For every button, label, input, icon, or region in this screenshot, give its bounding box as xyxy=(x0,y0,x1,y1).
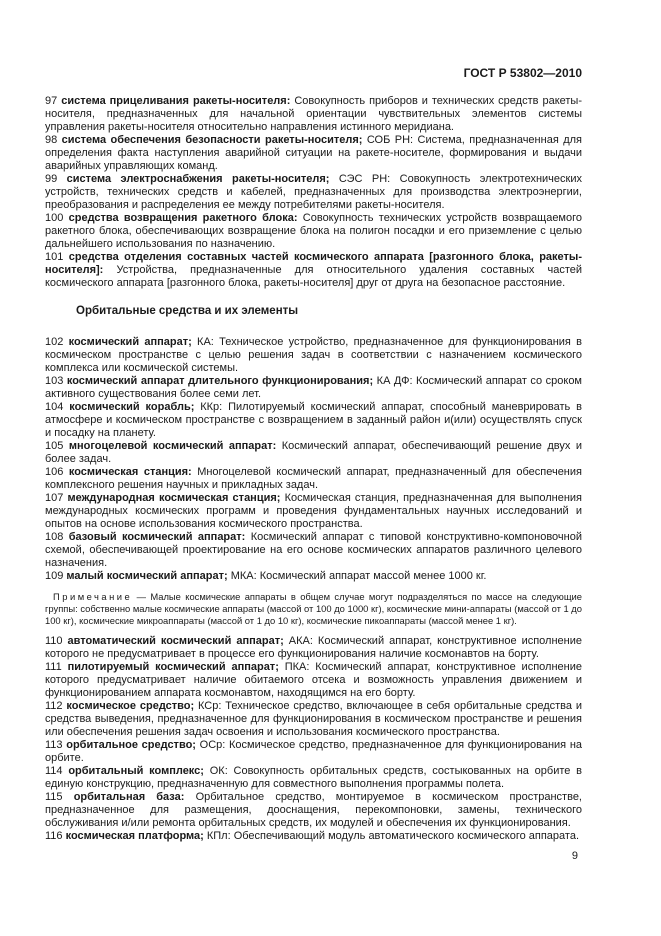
entry-number: 100 xyxy=(45,212,69,224)
entry-number: 116 xyxy=(45,830,66,843)
entry-definition: Космическая станция, предназначенная для выполнения международных космических программ и проведения фундаментальных научных исследований и опытов на основе использования космического пространства. xyxy=(45,492,582,530)
entry-term: космическая платформа; xyxy=(65,830,207,843)
term-entry-103 xyxy=(45,375,582,401)
note-block xyxy=(45,591,582,626)
entry-definition: КПл: Обеспечивающий модуль автоматического космического аппарата. xyxy=(206,830,580,843)
entry-number: 102 xyxy=(45,336,69,348)
entry-definition: Устройства, предназначенные для относительного удаления составных частей космического аппарата [разгонного блока, ракеты-носителя] друг от друга на безопасное расстояние. xyxy=(45,264,582,289)
entry-number: 99 xyxy=(45,173,67,185)
entry-term: базовый космический аппарат: xyxy=(68,531,251,543)
entry-term: орбитальный комплекс; xyxy=(68,765,210,778)
entry-number: 104 xyxy=(45,401,70,413)
entry-term: пилотируемый космический аппарат; xyxy=(67,661,285,674)
entry-term: система прицеливания ракеты-носителя: xyxy=(61,95,295,107)
entry-number: 97 xyxy=(45,95,62,107)
entry-number: 108 xyxy=(45,531,69,543)
entry-number: 109 xyxy=(45,570,67,582)
entry-definition: ККр: Пилотируемый космический аппарат, способный маневрировать в атмосфере и космическом пространстве с возвращением в заданный район и(или) осуществлять спуск и посадку на планету. xyxy=(45,401,582,439)
term-entry-104 xyxy=(45,401,582,440)
term-entry-109 xyxy=(45,570,582,583)
entry-term: космический корабль; xyxy=(69,401,201,413)
term-entry-115 xyxy=(45,791,582,830)
entry-definition: Орбитальное средство, монтируемое в космическом пространстве, предназначенное для размещения, дооснащения, перекомпоновки, замены, технического обслуживания и/или ремонта орбитальных средств, их модулей и обеспечения их функционирования. xyxy=(45,791,582,830)
entry-definition: АКА: Космический аппарат, конструктивное исполнение которого не предусматривает в процессе его функционирования наличие космонавтов на борту. xyxy=(45,635,582,661)
term-entry-114 xyxy=(45,765,582,791)
entry-number: 115 xyxy=(45,791,74,804)
term-entry-112 xyxy=(45,700,582,739)
section-heading: Орбитальные средства и их элементы xyxy=(76,305,299,317)
entry-number: 98 xyxy=(45,134,62,146)
entry-number: 111 xyxy=(45,661,68,674)
entry-number: 105 xyxy=(45,440,69,452)
term-entry-100 xyxy=(45,212,582,251)
term-entry-106 xyxy=(45,466,582,492)
entry-term: космическое средство; xyxy=(66,700,199,713)
term-entry-107 xyxy=(45,492,582,531)
entry-number: 110 xyxy=(45,635,68,648)
entry-number: 101 xyxy=(45,251,69,263)
term-entry-105 xyxy=(45,440,582,466)
entry-term: международная космическая станция; xyxy=(67,492,285,504)
term-entry-113 xyxy=(45,739,582,765)
entry-definition: Многоцелевой космический аппарат, предназначенный для обеспечения комплексного решения научных и прикладных задач. xyxy=(45,466,582,491)
entry-definition: КА: Техническое устройство, предназначенное для функционирования в космическом пространстве с целью решения задач в соответствии с назначением космического комплекса или космической системы. xyxy=(45,336,582,374)
entry-term: система обеспечения безопасности ракеты-носителя; xyxy=(61,134,367,146)
entry-definition: КСр: Техническое средство, включающее в себя орбитальные средства и средства выведения, предназначенное для функционирования в космическом пространстве и решения или обеспечения решения задач освоения и использования космического пространства. xyxy=(45,700,582,739)
term-entry-98 xyxy=(45,134,582,173)
entry-definition: КА ДФ: Космический аппарат со сроком активного существования более семи лет. xyxy=(45,375,582,400)
term-entry-110 xyxy=(45,635,582,661)
entry-definition: Совокупность приборов и технических средств ракеты-носителя, предназначенных для начальной ориентации чувствительных элементов системы управления ракеты-носителя относительно направления истинного меридиана. xyxy=(45,95,582,133)
entry-definition: Космический аппарат с типовой конструктивно-компоновочной схемой, обеспечивающей проектирование на его основе космических аппаратов различного целевого назначения. xyxy=(45,531,582,569)
note-label: Примечание xyxy=(53,591,133,602)
entry-definition: ОСр: Космическое средство, предназначенное для функционирования на орбите. xyxy=(45,739,583,765)
entry-number: 112 xyxy=(45,700,67,713)
entry-term: космический аппарат длительного функционирования; xyxy=(66,375,377,387)
entry-term: средства возвращения ракетного блока: xyxy=(68,212,303,224)
entry-definition: СОБ РН: Система, предназначенная для определения факта наступления аварийной ситуации на ракете-носителе, формирования и выдачи аварийных управляющих команд. xyxy=(45,134,582,172)
entry-term: орбитальное средство; xyxy=(66,739,200,752)
entry-term: космический аппарат; xyxy=(68,336,198,348)
term-entry-111 xyxy=(45,661,582,700)
term-entry-101 xyxy=(45,251,582,290)
entry-number: 114 xyxy=(45,765,69,778)
entry-term: система электроснабжения ракеты-носителя; xyxy=(66,173,339,185)
entry-term: космическая станция: xyxy=(68,466,198,478)
entry-number: 106 xyxy=(45,466,69,478)
term-entry-99 xyxy=(45,173,582,212)
entry-number: 113 xyxy=(45,739,67,752)
entry-definition: МКА: Космический аппарат массой менее 1000 кг. xyxy=(230,570,487,582)
page-content xyxy=(45,66,582,863)
entry-definition: Совокупность технических устройств возвращаемого ракетного блока, обеспечивающих возвращение блока на полигон посадки и его приземление с целью дальнейшего использования по назначению. xyxy=(45,212,583,250)
entry-term: средства отделения составных частей космического аппарата [разгонного блока, ракеты-носителя]: xyxy=(45,251,582,276)
standard-code-header: ГОСТ Р 53802—2010 xyxy=(463,66,582,80)
term-entry-97 xyxy=(45,95,582,134)
entry-definition: ПКА: Космический аппарат, конструктивное исполнение которого предусматривает наличие обитаемого отсека и возможность управления движением и функционированием аппарата космонавтом, находящимся на его борту. xyxy=(45,661,582,700)
entry-definition: Космический аппарат, обеспечивающий решение двух и более задач. xyxy=(45,440,582,465)
entry-term: автоматический космический аппарат; xyxy=(67,635,289,648)
entry-number: 103 xyxy=(45,375,67,387)
entry-definition: ОК: Совокупность орбитальных средств, состыкованных на орбите в единую конструкцию, предназначенную для совместного выполнения программы полета. xyxy=(45,765,582,791)
term-entry-108 xyxy=(45,531,582,570)
entry-term: орбитальная база: xyxy=(73,791,196,804)
entry-definition: СЭС РН: Совокупность электротехнических устройств, технических средств и кабелей, предназначенных для производства электроэнергии, преобразования и распределения ее между потребителями ракеты-носителя. xyxy=(45,173,582,211)
document-blocks xyxy=(45,95,582,843)
term-entry-102 xyxy=(45,336,582,375)
entry-term: малый космический аппарат; xyxy=(66,570,231,582)
entry-term: многоцелевой космический аппарат: xyxy=(68,440,282,452)
note-text: — Малые космические аппараты в общем случае могут подразделяться по массе на следующие группы: собственно малые космические аппараты (массой от 100 до 1000 кг), космические мини-аппараты (массой от 1 до 100 кг), космические микроаппараты (массой от 1 до 10 кг), космические пикоаппараты (массой менее 1 кг). xyxy=(45,591,582,626)
page-number: 9 xyxy=(571,850,578,863)
term-entry-116 xyxy=(45,830,582,843)
entry-number: 107 xyxy=(45,492,68,504)
